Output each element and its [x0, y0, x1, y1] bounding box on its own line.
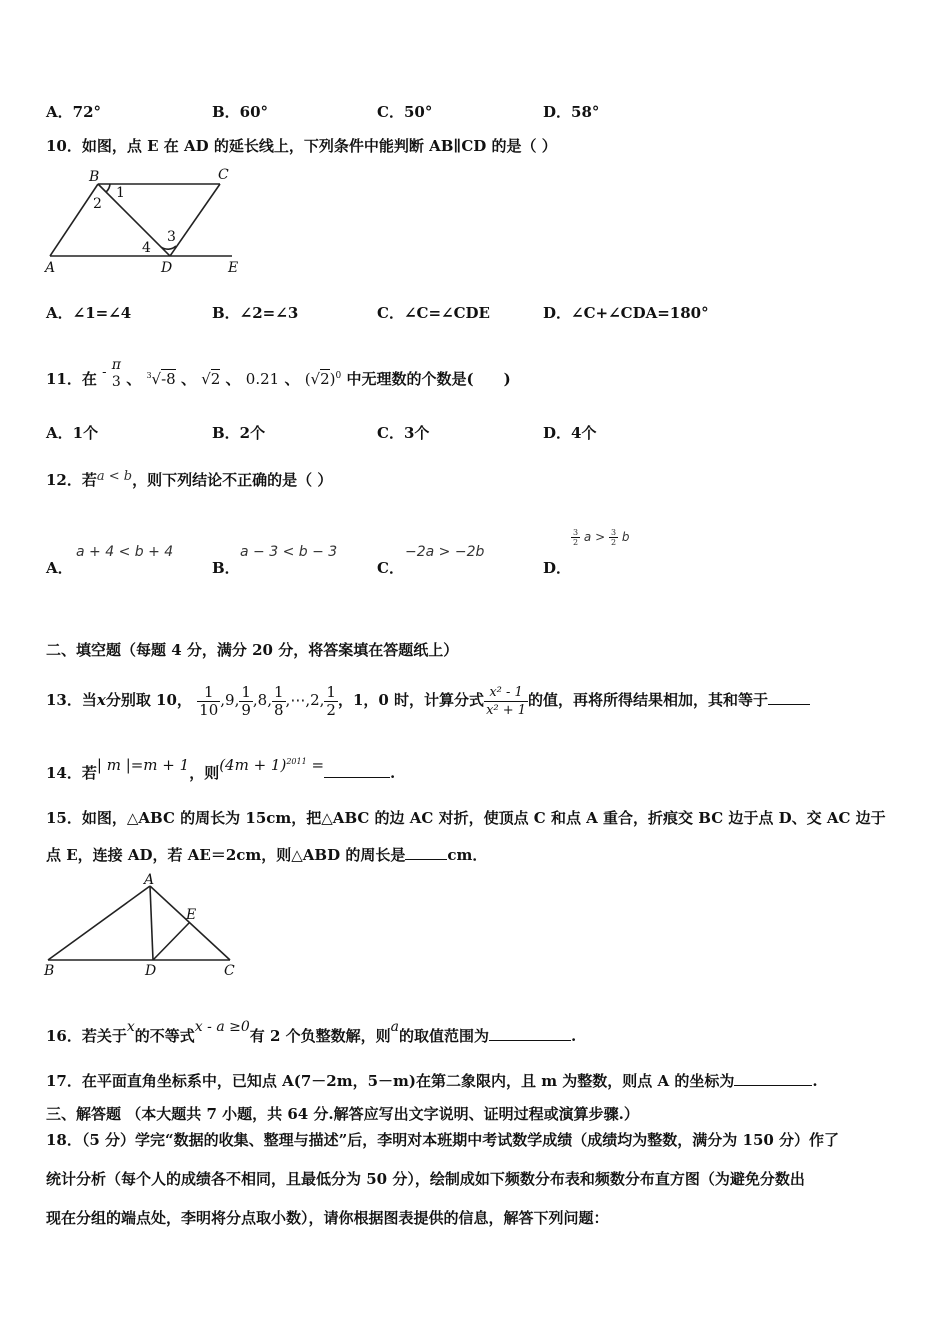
label-d: D	[145, 963, 157, 979]
q12-condition: a < b	[96, 469, 133, 484]
label-b: B	[44, 963, 55, 979]
q12-option-c-expr: −2a > −2b	[405, 544, 485, 560]
label-a: A	[144, 872, 155, 888]
q14-condition: | m |=m + 1	[96, 756, 190, 774]
line-bd	[98, 184, 170, 256]
label-c: C	[218, 167, 229, 183]
line-cd	[170, 184, 220, 256]
section-3-heading: 三、解答题 （本大题共 7 小题，共 64 分.解答应写出文字说明、证明过程或演算步骤.）	[46, 1105, 639, 1123]
q9-option-d: D．58°	[543, 103, 600, 121]
q11-option-c: C．3个	[377, 424, 430, 442]
label-angle-3: 3	[167, 229, 176, 245]
q11-option-d: D．4个	[543, 424, 597, 442]
q14-expression: $(4m + 1)^{2011}$ =	[219, 756, 325, 774]
q16-a: a	[390, 1019, 400, 1035]
q18-line3: 现在分组的端点处，李明将分点取小数），请你根据图表提供的信息，解答下列问题：	[46, 1209, 609, 1227]
q11-option-b: B．2个	[212, 424, 266, 442]
q13-frac-1-2: $\frac{1}{2}$	[326, 682, 336, 719]
q15-question-line2: 点 E，连接 AD，若 AE＝2cm，则△ABD 的周长是 cm．	[46, 846, 488, 864]
q13-rational-expression: $\frac{\text{x² - 1}}{\text{x² + 1}}$	[486, 684, 527, 718]
q12-option-d-label: D．	[543, 559, 572, 577]
q10-figure	[40, 164, 250, 278]
label-e: E	[228, 260, 239, 276]
q18-line1: 18．（5 分）学完“数据的收集、整理与描述”后，李明对本班期中考试数学成绩（成绩均为整数，满分为 150 分）作了	[46, 1131, 840, 1149]
q11-question: 11．在 - π 3 、 $^3$√-8 、 √2 、 0.21 、 $(√2)^0$ 中无理数的个数是( )	[46, 357, 511, 390]
q10-question: 10．如图，点 E 在 AD 的延长线上，下列条件中能判断 AB∥CD 的是（ ）	[46, 137, 557, 155]
q13-question: 13．当x分别取 10， $\frac{1}{10}$ ,9, $\frac{1}{9}$ ,8, $\frac{1}{8}$ ,⋯,2, $\frac{1}{2}$ ，1，0 时，计算分式 $\frac{\text{x² - 1}}{\text{x² + 1}}$ 的值，再将所得结果相加，其和等于	[46, 680, 810, 720]
label-a: A	[45, 260, 56, 276]
line-ba	[50, 184, 98, 256]
q16-answer-blank	[489, 1026, 571, 1041]
label-angle-2: 2	[93, 196, 102, 212]
q14-question: 14．若| m |=m + 1，则$(4m + 1)^{2011}$ = .	[46, 756, 396, 782]
q10-option-b: B．∠2=∠3	[212, 304, 299, 322]
q11-option-a: A．1个	[46, 424, 99, 442]
line-ab	[48, 886, 150, 960]
q12-option-c-label: C．	[377, 559, 404, 577]
q9-option-b: B．60°	[212, 103, 269, 121]
q12-option-a-expr: a + 4 < b + 4	[76, 544, 174, 560]
q12-option-b-label: B．	[212, 559, 240, 577]
label-b: B	[89, 169, 100, 185]
q12-option-d-expr: $\frac{3}{2}$ a > $\frac{3}{2}$ b	[573, 528, 630, 547]
q15-figure	[40, 872, 240, 980]
q13-frac-1-9: $\frac{1}{9}$	[241, 682, 251, 719]
q11-pi-over-3: π 3	[111, 357, 121, 390]
angle-arc-3	[161, 246, 176, 249]
q13-frac-1-8: $\frac{1}{8}$	[274, 682, 284, 719]
q18-line2: 统计分析（每个人的成绩各不相同，且最低分为 50 分），绘制成如下频数分布表和频数分布直方图（为避免分数出	[46, 1170, 805, 1188]
q11-sqrt2: √2	[201, 370, 221, 388]
line-ad	[150, 886, 153, 960]
label-d: D	[161, 260, 173, 276]
label-e: E	[186, 907, 197, 923]
q10-option-c: C．∠C=∠CDE	[377, 304, 490, 322]
q10-option-a: A．∠1=∠4	[46, 304, 132, 322]
section-2-heading: 二、填空题（每题 4 分，满分 20 分，将答案填在答题纸上）	[46, 641, 459, 659]
q15-answer-blank	[405, 845, 447, 860]
q17-question: 17．在平面直角坐标系中，已知点 A(7－2m，5－m)在第二象限内，且 m 为整数，则点 A 的坐标为 .	[46, 1072, 818, 1090]
angle-arc-1	[106, 184, 110, 192]
q11-cube-root: $^3$√-8	[146, 370, 176, 388]
q10-option-d: D．∠C+∠CDA=180°	[543, 304, 709, 322]
q12-option-b-expr: a − 3 < b − 3	[240, 544, 338, 560]
q9-option-c: C．50°	[377, 103, 433, 121]
q13-frac-1-10: $\frac{1}{10}$	[199, 682, 219, 719]
label-angle-4: 4	[142, 240, 151, 256]
q15-question-line1: 15．如图，△ABC 的周长为 15cm，把△ABC 的边 AC 对折，使顶点 C 和点 A 重合，折痕交 BC 边于点 D、交 AC 边于	[46, 809, 886, 827]
q16-inequality: x - a ≥0	[194, 1019, 250, 1035]
q14-answer-blank	[324, 763, 390, 778]
q17-answer-blank	[734, 1071, 812, 1086]
q11-minus: -	[102, 365, 107, 380]
q12-option-a-label: A．	[46, 559, 73, 577]
line-de	[153, 923, 189, 960]
q13-answer-blank	[768, 690, 810, 705]
q16-x: x	[126, 1019, 135, 1035]
q9-option-a: A．72°	[46, 103, 102, 121]
line-ac	[150, 886, 230, 960]
label-c: C	[224, 963, 235, 979]
q12-question: 12．若a < b，则下列结论不正确的是（ ）	[46, 469, 333, 489]
q16-question: 16．若关于x的不等式x - a ≥0有 2 个负整数解，则a的取值范围为 .	[46, 1019, 577, 1045]
q11-decimal: 0.21	[245, 370, 280, 388]
q11-power-zero: $(√2)^0$	[304, 370, 342, 388]
label-angle-1: 1	[116, 185, 125, 201]
